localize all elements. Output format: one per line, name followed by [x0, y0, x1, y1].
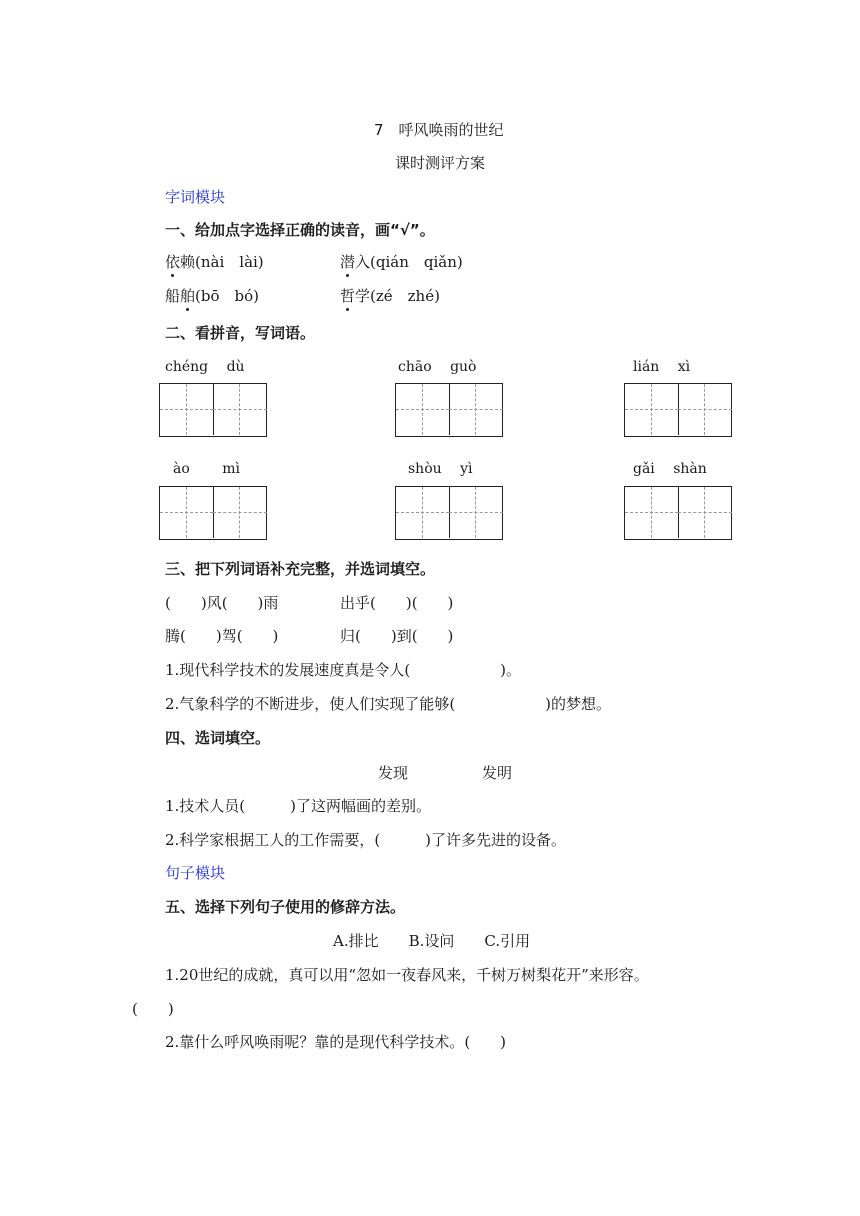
q1-item-1: 依赖(nài lài): [165, 253, 264, 271]
q4-sentence-1: 1.技术人员( )了这两幅画的差别。: [165, 797, 432, 815]
pinyin-label: gǎi shàn: [633, 461, 707, 477]
q4-heading: 四、选词填空。: [165, 729, 271, 747]
q4-sentence-2: 2.科学家根据工人的工作需要，( )了许多先进的设备。: [165, 831, 567, 849]
q1-item-2: 潜入(qián qiǎn): [340, 253, 463, 271]
writing-grid[interactable]: [395, 383, 503, 437]
page-subtitle: 课时测评方案: [395, 154, 486, 172]
writing-grid[interactable]: [624, 383, 732, 437]
q5-sentence-1: 1.20世纪的成就，真可以用“忽如一夜春风来，千树万树梨花开”来形容。: [165, 966, 649, 984]
pinyin-label: chéng dù: [165, 359, 245, 375]
q1-item-3: 船舶(bō bó): [165, 287, 260, 305]
module-heading-sentences: 句子模块: [165, 864, 226, 882]
pinyin-label: chāo guò: [398, 359, 477, 375]
q4-option-1: 发现: [378, 764, 409, 782]
pinyin-label: ào mì: [173, 461, 240, 477]
writing-grid[interactable]: [395, 486, 503, 540]
q5-heading: 五、选择下列句子使用的修辞方法。: [165, 898, 406, 916]
q5-sentence-1-answer: ( ): [132, 1000, 174, 1018]
writing-grid[interactable]: [159, 486, 267, 540]
writing-grid[interactable]: [159, 383, 267, 437]
q3-heading: 三、把下列词语补充完整，并选词填空。: [165, 560, 436, 578]
q1-item-4: 哲学(zé zhé): [340, 287, 440, 305]
module-heading-words: 字词模块: [165, 188, 226, 206]
page-title: 7 呼风唤雨的世纪: [374, 121, 504, 139]
q3-sentence-2: 2.气象科学的不断进步，使人们实现了能够( )的梦想。: [165, 695, 612, 713]
q3-sentence-1: 1.现代科学技术的发展速度真是令人( )。: [165, 661, 522, 679]
pinyin-label: lián xì: [633, 359, 691, 375]
q5-options: A.排比 B.设问 C.引用: [333, 932, 531, 950]
q4-option-2: 发明: [482, 764, 513, 782]
q3-idiom-3: 腾( )驾( ): [165, 627, 279, 645]
q5-sentence-2: 2.靠什么呼风唤雨呢？靠的是现代科学技术。( ): [165, 1033, 507, 1051]
q1-heading: 一、给加点字选择正确的读音，画“√”。: [165, 221, 435, 239]
q3-idiom-2: 出乎( )( ): [340, 594, 454, 612]
pinyin-label: shòu yì: [408, 461, 473, 477]
writing-grid[interactable]: [624, 486, 732, 540]
q2-heading: 二、看拼音，写词语。: [165, 324, 316, 342]
q3-idiom-4: 归( )到( ): [340, 627, 454, 645]
q3-idiom-1: ( )风( )雨: [165, 594, 279, 612]
